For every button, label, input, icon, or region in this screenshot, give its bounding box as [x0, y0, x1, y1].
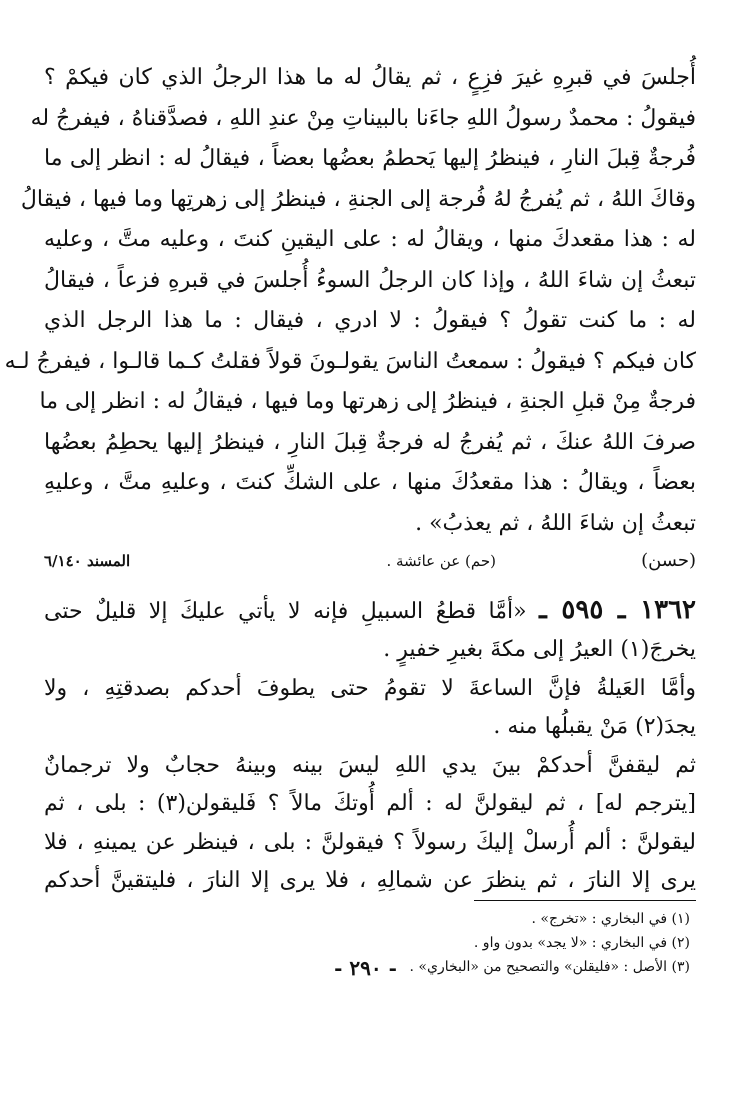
text-line: له : ما كنت تقولُ ؟ فيقولُ : لا ادري ، فيقال : ما هذا الرجل الذي	[44, 308, 696, 333]
text-line: ثم ليقفنَّ أحدكمْ بينَ يدي اللهِ ليسَ بينه وبينهُ حجابٌ ولا ترجمانٌ	[44, 752, 696, 778]
text-line: تبعثُ إن شاءَ اللهُ ، وإذا كان الرجلُ السوءُ أُجلسَ في قبرهِ فزعاً ، فيقالُ	[44, 267, 696, 293]
footnote: (٣) الأصل : «فليقلن» والتصحيح من «البخاري» .	[409, 959, 690, 975]
grade-label: (حسن)	[641, 550, 696, 571]
text-line: يجدَ(٢) مَنْ يقبلُها منه .	[493, 714, 696, 739]
text-line: فُرجةٌ قِبلَ النارِ ، فينظرُ إليها يَحطمُ بعضُها بعضاً ، فيقالُ له : انظر إلى ما	[44, 146, 696, 171]
text-line: تبعثُ إن شاءَ اللهُ ، ثم يعذبُ» .	[415, 510, 696, 536]
page-number: - ٢٩٠ -	[334, 956, 397, 980]
text-line: بعضاً ، ويقالُ : هذا مقعدُكَ منها ، على الشكِّ كنتَ ، وعليهِ متَّ ، وعليهِ	[44, 470, 696, 495]
hadith-first-line: «أمَّا قطعُ السبيلِ فإنه لا يأتي عليكَ إلا قليلٌ حتى	[44, 599, 527, 624]
footnote: (٢) في البخاري : «لا يجد» بدون واو .	[473, 935, 690, 951]
footnote-divider	[474, 900, 696, 901]
text-line: [يترجم له] ، ثم ليقولنَّ له : ألم أُوتكَ مالاً ؟ فَليقولن(٣) : بلى ، ثم	[44, 791, 696, 816]
text-line: كان فيكم ؟ فيقولُ : سمعتُ الناسَ يقولـونَ قولاً فقلتُ كـما قالـوا ، فيفرجُ لـه	[4, 348, 696, 374]
text-line: فيقولُ : محمدٌ رسولُ اللهِ جاءَنا بالبيناتِ مِنْ عندِ اللهِ ، فصدَّقناهُ ، فيفرجُ له	[30, 105, 696, 131]
musnad-reference: المسند ٦/١٤٠	[44, 552, 131, 570]
text-line: أُجلسَ في قبرِهِ غيرَ فزِعٍ ، ثم يقالُ له ما هذا الرجلُ الذي كان فيكمْ ؟	[44, 65, 697, 90]
text-line: صرفَ اللهُ عنكَ ، ثم يُفرجُ له فرجةٌ قِبلَ النارِ ، فينظرُ إليها يحطِمُ بعضُها	[44, 429, 696, 455]
hadith-heading-line	[44, 590, 696, 630]
text-line: له : هذا مقعدكَ منها ، ويقالُ له : على اليقينِ كنتَ ، وعليه متَّ ، وعليه	[44, 227, 696, 252]
text-line: فرجةٌ مِنْ قبلِ الجنةِ ، فينظرُ إلى زهرتها وما فيها ، فيقالُ له : انظر إلى ما	[39, 389, 696, 414]
narrators-label: (حم) عن عائشة .	[386, 552, 496, 570]
text-line: وقاكَ اللهُ ، ثم يُفرجُ لهُ فُرجة إلى الجنةِ ، فينظرُ إلى زهرتِها وما فيها ، فيقالُ	[20, 186, 696, 212]
hadith-number: ١٣٦٢ ـ ٥٩٥ ـ	[539, 595, 696, 625]
text-line: ليقولنَّ : ألم أُرسلْ إليكَ رسولاً ؟ فيقولنَّ : بلى ، فينظر عن يمينهِ ، فلا	[44, 829, 696, 855]
source-line	[44, 544, 696, 578]
text-line: وأمَّا العَيلةُ فإنَّ الساعةَ لا تقومُ حتى يطوفَ أحدكم بصدقتِهِ ، ولا	[44, 675, 696, 701]
text-line: يخرجَ(١) العيرُ إلى مكةَ بغيرِ خفيرٍ .	[383, 637, 696, 662]
text-line: يرى إلا النارَ ، ثم ينظرَ عن شمالِهِ ، فلا يرى إلا النارَ ، فليتقينَّ أحدكم	[44, 868, 696, 893]
footnote: (١) في البخاري : «تخرج» .	[531, 911, 690, 927]
